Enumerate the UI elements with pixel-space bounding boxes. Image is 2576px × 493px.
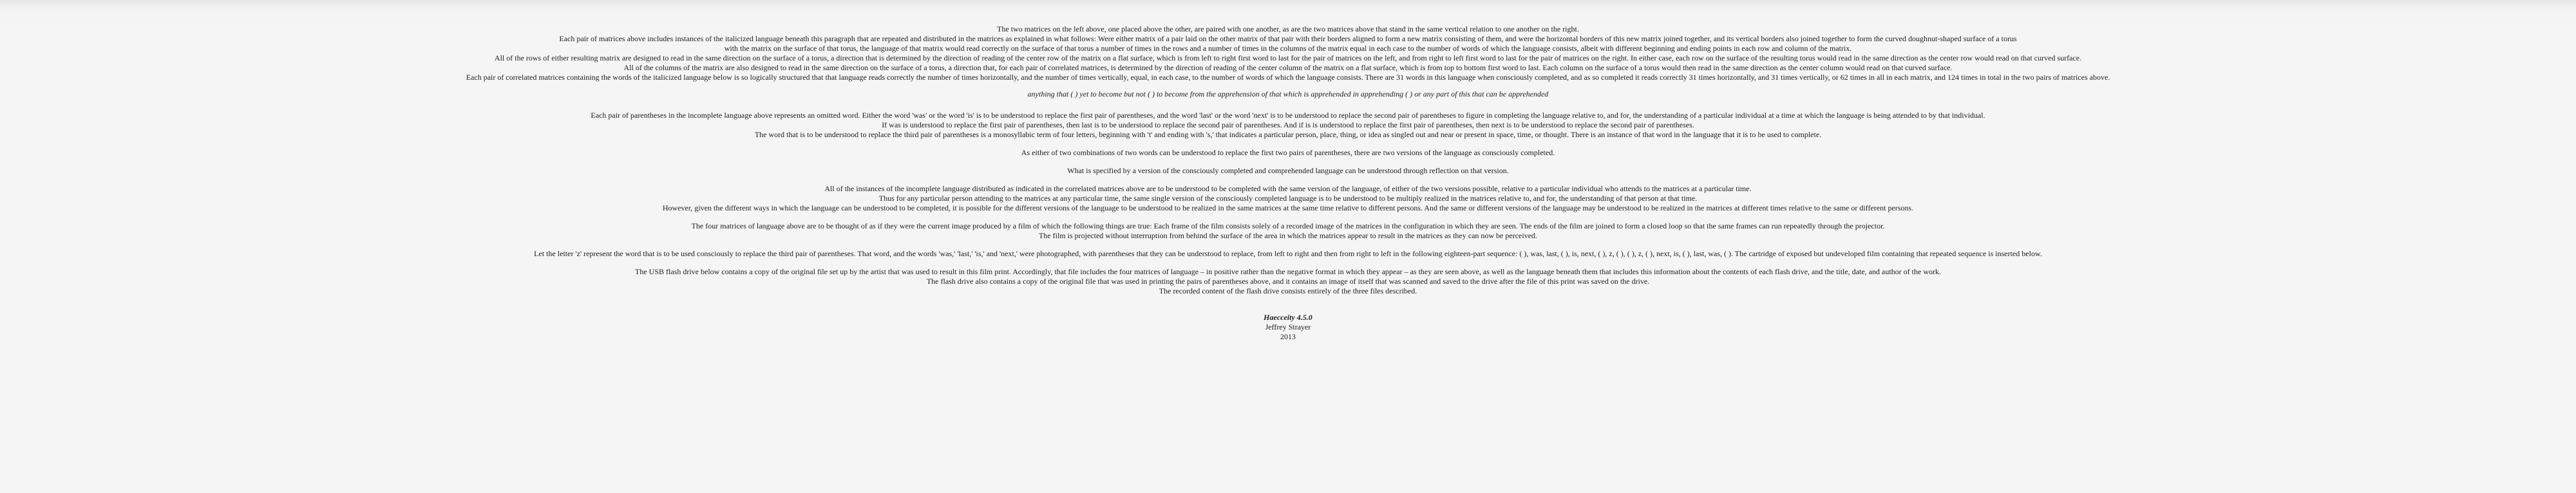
text-line: All of the columns of the matrix are also designed to read in the same direction on the surface of a torus, a direction that, for each pair of correlated matrices, is determined by the direction of reading of the center column of the matrix on a flat surface, which is from top to bottom first word to last. Each column on the surface of a torus would then read in the same direction as the center column would read on that curved surface. bbox=[623, 63, 1953, 72]
reflection-paragraph bbox=[0, 166, 2576, 176]
text-line: The recorded content of the flash drive consists entirely of the three files described. bbox=[1159, 286, 1417, 295]
text-line: If was is understood to replace the first pair of parentheses, then last is to be understood to replace the second pair of parentheses. And if is is understood to replace the first pair of parentheses, then next is to be understood to replace the second pair of parentheses. bbox=[882, 120, 1694, 129]
text-line: The USB flash drive below contains a copy of the original file set up by the artist that was used to result in this film print. Accordingly, that file includes the four matrices of language – in positive rather than the negative format in which they appear – as they are seen above, as well as the language beneath them that includes this information about the contents of each flash drive, and the title, date, and author of the work. bbox=[635, 267, 1941, 276]
text-line: All of the instances of the incomplete language distributed as indicated in the correlated matrices above are to be understood to be completed with the same version of the language, of either of the two versions possible, relative to a particular individual who attends to the matrices at a particular time. bbox=[824, 184, 1752, 193]
text-line: Let the letter 'z' represent the word that is to be used consciously to replace the third pair of parentheses. That word, and the words 'was,' 'last,' 'is,' and 'next,' were photographed, with parentheses that they can be understood to replace, from left to right and then from right to left in the following eighteen-part sequence: ( ), was, last, ( ), is, next, ( ), z, ( ), ( ), z, ( ), next, is, ( ), last, was, ( ). The cartridge of exposed but undeveloped film containing that repeated sequence is inserted below. bbox=[534, 249, 2042, 258]
text-line: Each pair of matrices above includes instances of the italicized language beneath this paragraph that are repeated and distributed in the matrices as explained in what follows: Were either matrix of a pair laid on the other matrix of that pair with their borders aligned to form a new matrix consisting of them, and were the horizontal borders of this new matrix joined together, and its vertical borders also joined together to form the curved doughnut-shaped surface of a torus bbox=[559, 34, 2017, 43]
versions-paragraph bbox=[0, 148, 2576, 158]
text-line: What is specified by a version of the consciously completed and comprehended language can be understood through reflection on that version. bbox=[1067, 166, 1509, 175]
parentheses-paragraph bbox=[0, 111, 2576, 140]
italic-language: anything that ( ) yet to become but not ( ) to become from the apprehension of that which is apprehended in apprehending ( ) or any part of this that can be apprehended bbox=[1027, 89, 1549, 98]
text-line: All of the rows of either resulting matrix are designed to read in the same direction on the surface of a torus, a direction that is determined by the direction of reading of the center row of the matrix on a flat surface, which is from left to right first word to last for the pair of matrices on the left, and from right to left first word to last for the pair of matrices on the right. In either case, each row on the surface of the resulting torus would read in the same direction as the center row would read on that curved surface. bbox=[494, 53, 2082, 62]
text-line: However, given the different ways in which the language can be understood to be completed, it is possible for the different versions of the language to be understood to be realized in the same matrices at the same time relative to different persons. And the same or different versions of the language may be understood to be realized in the matrices at different times relative to the same or different persons. bbox=[662, 203, 1914, 212]
work-year: 2013 bbox=[1280, 332, 1296, 341]
letter-z-paragraph bbox=[0, 249, 2576, 259]
intro-paragraph bbox=[0, 24, 2576, 82]
document-body bbox=[0, 24, 2576, 342]
artist-name: Jeffrey Strayer bbox=[1265, 322, 1311, 331]
text-line: The flash drive also contains a copy of the original file that was used in printing the pairs of parentheses above, and it contains an image of itself that was scanned and saved to the drive after the file of this print was saved on the drive. bbox=[926, 277, 1650, 286]
italic-language-block bbox=[0, 89, 2576, 99]
text-line: The four matrices of language above are to be thought of as if they were the current image produced by a film of which the following things are true: Each frame of the film consists solely of a recorded image of the matrices in the configuration in which they are seen. The ends of the film are joined to form a closed loop so that the same frames can run repeatedly through the projector. bbox=[691, 221, 1885, 230]
usb-paragraph bbox=[0, 267, 2576, 296]
text-line: The film is projected without interruption from behind the surface of the area in which the matrices appear to result in the matrices as they can now be perceived. bbox=[1038, 231, 1538, 240]
signature-block bbox=[0, 313, 2576, 342]
text-line: Each pair of correlated matrices containing the words of the italicized language below is so logically structured that that language reads correctly the number of times horizontally, and the number of times vertically, equal, in each case, to the number of words of which the language consists. There are 31 words in this language when consciously completed, and as so completed it reads correctly 31 times horizontally, and 31 times vertically, or 62 times in all in each matrix, and 124 times in total in the two pairs of matrices above. bbox=[466, 73, 2110, 82]
instances-paragraph bbox=[0, 184, 2576, 213]
text-line: The word that is to be understood to replace the third pair of parentheses is a monosyllabic term of four letters, beginning with 't' and ending with 's,' that indicates a particular person, place, thing, or idea as singled out and near or present in space, time, or thought. There is an instance of that word in the language that it is to be used to complete. bbox=[754, 130, 1822, 139]
text-line: Thus for any particular person attending to the matrices at any particular time, the same single version of the consciously completed language is to be understood to be multiply realized in the matrices relative to, and for, the understanding of that person at that time. bbox=[878, 194, 1698, 203]
text-line: The two matrices on the left above, one placed above the other, are paired with one another, as are the two matrices above that stand in the same vertical relation to one another on the right. bbox=[997, 24, 1579, 33]
text-line: As either of two combinations of two words can be understood to replace the first two pairs of parentheses, there are two versions of the language as consciously completed. bbox=[1021, 148, 1555, 157]
film-paragraph bbox=[0, 221, 2576, 241]
text-line: Each pair of parentheses in the incomplete language above represents an omitted word. Either the word 'was' or the word 'is' is to be understood to replace the first pair of parentheses, and the word 'last' or the word 'next' is to be understood to replace the second pair of parentheses to figure in completing the language relative to, and for, the understanding of a particular individual at a time at which the language is being attended to by that individual. bbox=[591, 111, 1985, 120]
text-line: with the matrix on the surface of that torus, the language of that matrix would read correctly on the surface of that torus a number of times in the rows and a number of times in the columns of the matrix equal in each case to the number of words of which the language consists, albeit with different beginning and ending points in each row and column of the matrix. bbox=[724, 44, 1852, 53]
work-title: Haecceity 4.5.0 bbox=[1264, 313, 1312, 322]
